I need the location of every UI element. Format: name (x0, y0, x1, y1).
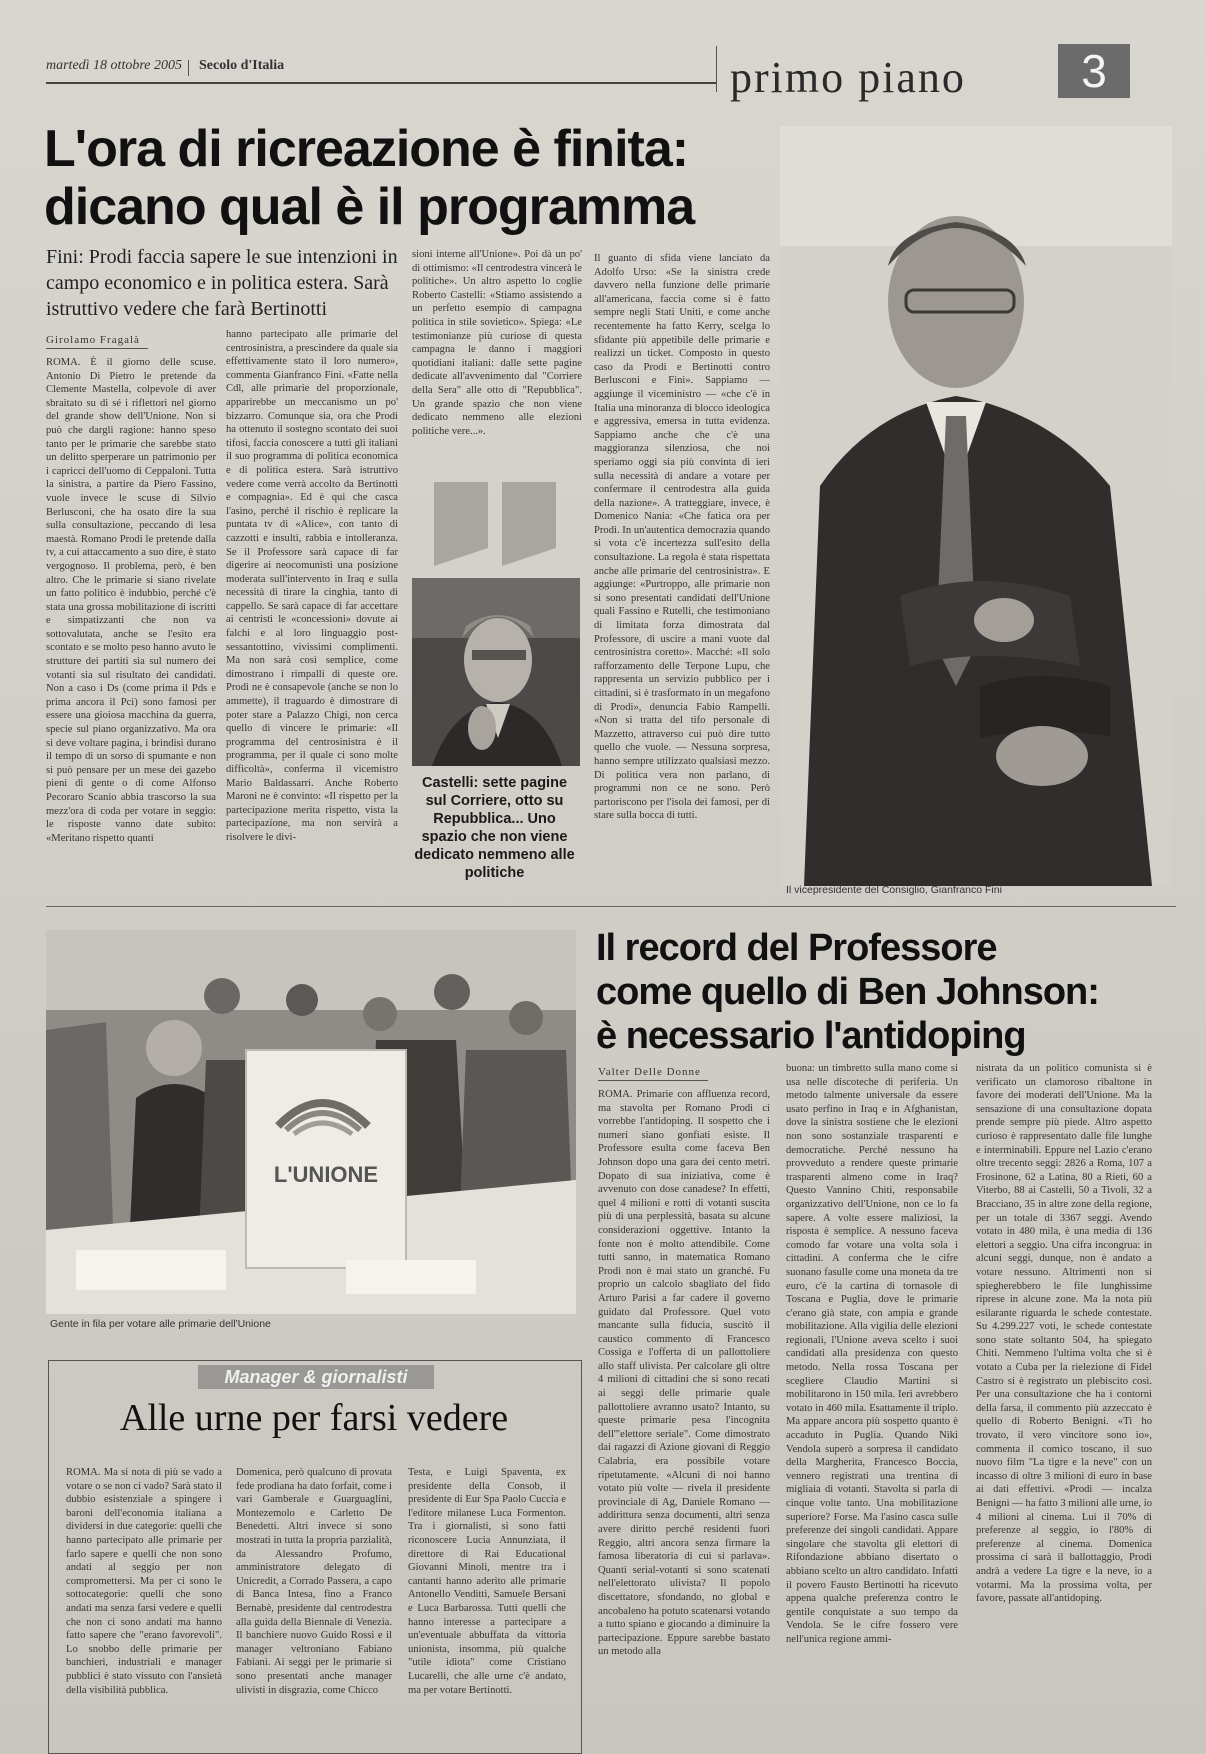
photo-castelli-image (412, 578, 580, 766)
article2-headline-line3: è necessario l'antidoping (596, 1015, 1026, 1057)
box-column-2-text: Domenica, però qualcuno di provata fede prodiana ha dato forfait, come i vari Gamberale e Guarguaglini, Montezemolo e Carletto De Benedetti. Altri invece si sono mostrati in tutta la propria parzialità, da Alessandro Profumo, amministratore delegato di Unicredit, a Corrado Passera, a capo di Banca Intesa, fino a Franco Bernabè, presidente dal centrodestra alla guida della Biennale di Venezia. Il banchiere nuovo Guido Rossi e il manager veltroniano Fabiano Fabiani. Ai seggi per le primarie si sono presentati anche manager ulivisti in disgrazia, come Chicco (236, 1467, 392, 1696)
section-rule (46, 906, 1176, 907)
article1-column-3 (412, 248, 582, 456)
photo-fini-caption: Il vicepresidente del Consiglio, Gianfranco Fini (786, 884, 1002, 896)
article1-headline-line2: dicano qual è il programma (44, 178, 695, 236)
article1-headline (44, 120, 764, 236)
article1-column-1-text: ROMA. È il giorno delle scuse. Antonio Di Pietro le pretende da Clemente Mastella, colpevole di aver sbraitato su di sé i riflettori nel giorno del grande show dell'Unione. Non si può che dargli ragione: hanno speso tanto per le primarie che sarebbe stato un delitto sperperare un patrimonio per i capricci dell'uomo di Ceppaloni. Tutta la sinistra, a partire da Piero Fassino, vuole invece le scuse di Silvio Berlusconi, che ha osato dire la sua sulla consultazione, peccando di lesa maestà. Romano Prodi le pretende dalla tv, a cui attaccamento a suo dire, è stato vergognoso. Il problema, però, è ben altro. Che le primarie si siano rivelate un fatto politico è indubbio, perché c'è stata una grossa mobilitazione di iscritti e simpatizzanti che non va sottovalutata, anche se l'esito era scontato e se molto peso hanno avuto le strutture dei partiti sia sul numero dei votanti sia sul risultato dei candidati. Non a caso i Ds (come prima il Pds e prima ancora il Pci) sono famosi per essere una gioiosa macchina da guerra, specie sul piano organizzativo. Ma ora si deve voltare pagina, i brindisi durano il tempo di un sorso di spumante e non si può pensare per un mese dei gazebo pieni di gente o di come Alfonso Pecoraro Scanio abbia trascorso la sua mezz'ora di coda per votare in seggio: le risposte vanno date subito: «Meritano rispetto quanti (46, 357, 216, 844)
quote-marks-graphic (432, 478, 562, 568)
photo-primarie-image (46, 930, 576, 1314)
box-column-3-text: Testa, e Luigi Spaventa, ex presidente della Consob, il presidente di Eur Spa Paolo Cuccia e l'editore milanese Luca Formenton. Tra i giornalisti, si sono fatti riconoscere Lucia Annunziata, il direttore di Rai Educational Giovanni Minoli, mentre tra i cantanti hanno aderito alle primarie Antonello Venditti, Samuele Bersani e Luca Barbarossa. Tutti quelli che hanno interesse a partecipare a un'eventuale abbuffata da vittoria unionista, insomma, più qualche "utile idiota" come Cristiano Lucarelli, che alle urne c'è andato, ma per votare Bertinotti. (408, 1467, 566, 1696)
photo-castelli (412, 578, 580, 766)
photo-primarie (46, 930, 576, 1314)
box-column-2 (236, 1466, 392, 1748)
box-kicker: Manager & giornalisti (198, 1365, 434, 1389)
box-column-3 (408, 1466, 566, 1748)
masthead-rule (46, 82, 716, 84)
pullquote: Castelli: sette pagine sul Corriere, otto su Repubblica... Uno spazio che non viene dedicato nemmeno alle politiche (414, 775, 575, 881)
box-column-1 (66, 1466, 222, 1748)
article2-column-1 (598, 1088, 770, 1748)
photo-fini (780, 126, 1172, 886)
issue-date: martedì 18 ottobre 2005 (46, 58, 182, 73)
article1-column-1 (46, 356, 216, 900)
photo-primarie-caption: Gente in fila per votare alle primarie dell'Unione (50, 1318, 271, 1330)
section-divider (716, 46, 717, 92)
article2-headline-line1: Il record del Professore (596, 927, 997, 969)
article1-column-4-text: Il guanto di sfida viene lanciato da Adolfo Urso: «Se la sinistra crede davvero nella funzione delle primarie all'americana, faccia come si è fatto sempre negli Stati Uniti, e come anche recentemente ha fatto Kerry, scelga lo sfidante più appetibile delle primarie e realizzi un ticket. Composto in questo caso da Prodi e Bertinotti contro Berlusconi e Fini». Sappiamo — aggiunge il viceministro — «che c'è in Italia una minoranza di blocco ideologica e aggressiva, emersa in tutta evidenza. Sappiamo anche che c'è una maggioranza silenziosa, che noi speriamo oggi sia più convinta di ieri sulla necessità di andare a votare per confermare il centrodestra alla guida della nazione». A tratteggiare, invece, è Domenico Nania: «Che fatica ora per Prodi. In un'autentica democrazia quando si vota c'è incertezza sull'esito della consultazione. La regola è stata rispettata anche alle primarie del centrosinistra». E aggiunge: «Purtroppo, alle primarie non si sono presentati candidati dell'Unione quali Fassino e Rutelli, che testimoniano di limitata forza dimostrata dal Professore, di uscire a mani vuote dal centrosinistra coretto». Macché: «Il solo rafforzamento delle Terpone Lupu, che rappresenta un servizio pubblico per i cittadini, si è trasformato in un megafono di Prodi», denuncia Fabio Rampelli. «Non si tratta del tifo personale di Mazzetto, attraverso cui può dire tutto quello che vuole. — Nessuna sorpresa, hanno sempre utilizzato qualsiasi mezzo. Di politica vera non parlano, di programmi non ce ne sono. Però partoriscono per l'isola dei famosi, per di stare sulla bocca di tutti. (594, 253, 770, 822)
article1-subhead: Fini: Prodi faccia sapere le sue intenzioni in campo economico e in politica estera. Sarà istruttivo vedere che farà Bertinotti (46, 246, 398, 320)
box-column-1-text: ROMA. Ma si nota di più se vado a votare o se non ci vado? Sarà stato il dubbio esistenziale a spingere i baroni dell'economia italiana a dividersi in due categorie: quelli che hanno partecipato alle primarie per farlo sapere e quelli che non sono andati al seggio per non compromettersi. Ma per ci sono le sottocategorie: quelli che sono andati ma senza farsi vedere e quelli che non ci sono andati ma hanno fatto sapere che "erano favorevoli". Lo snobbo delle primarie per banchieri, industriali e manager pubblici è stato vissuto con l'ansietà della visibilità pubblica. (66, 1467, 222, 1696)
article2-column-2-text: buona: un timbretto sulla mano come si usa nelle discoteche di periferia. Un metodo talmente universale da essere usato perfino in Iraq e in Afghanistan, dove la sinistra sostiene che le elezioni non sono sostanziale trasparenti e democratiche. Perché nessuno ha provveduto a rendere queste primarie trasparenti almeno come in Iraq? Questo Vannino Chiti, responsabile organizzativo dell'Unione, non ce lo fa sapere. A volte essere maliziosi, la risposta è semplice. A nessuno faceva comodo far votare una volta sola i cittadini. A conferma che le cifre suonano fasulle come una moneta da tre euro, c'è la cartina di tornasole di Toscana e Puglia, dove le primarie c'erano già state, con ampia e grande mobilitazione. Alla vigilia delle elezioni regionali, l'Unione aveva scelto i suoi candidati alla presidenza con questo metodo. Nella rossa Toscana per scegliere Claudio Martini si mobilitarono in 150 mila. Ieri avrebbero votato in 460 mila. Esattamente il triplo. Ma appare ancora più sospetto quanto è accaduto in Puglia. Quando Niki Vendola superò a sorpresa il candidato della Margherita, Francesco Boccia, vennero registrati una trentina di migliaia di votanti. Stavolta si parla di cinque volte tanto. Una mobilitazione superiore? Forse. Ma l'asino casca sulle preferenze dei singoli candidati. Appare singolare che stavolta gli elettori di Rifondazione abbiano disertato o abbiano scelto un altro candidato. Infatti il povero Fausto Bertinotti ha ricevuto appena qualche preferenza contro le gentile conquistate a suo tempo da Vendola. Se le cifre fossero vere nell'unica regione ammi- (786, 1063, 958, 1645)
article2-column-3-text: nistrata da un politico comunista si è verificato un clamoroso ribaltone in favore dei moderati dell'Unione. Ma la sensazione di una consultazione dopata prende sempre più piede. Altro aspetto curioso è rappresentato dalle file lunghe e interminabili. Eppure nel Lazio c'erano oltre trecento seggi: 2826 a Roma, 107 a Frosinone, 62 a Latina, 80 a Rieti, 60 a Viterbo, 88 ai Castelli, 50 a Tivoli, 32 a Bracciano, 35 in altre zone della regione, per un totale di 3367 seggi. Avendo votato in 480 mila, è una media di 136 elettori a seggio. Una cifra incongrua: in alcuni seggi, dunque, non è andato a votare nessuno. Altrimenti non si spiegherebbero le file lunghissime riprese in alcune zone. Ma la nota più esilarante riguarda le schede contestate. Su 4.299.227 voti, le schede contestate sono state soltanto 504, ha spiegato Chiti. Nemmeno l'ultima volta che si è votato a Cuba per la rielezione di Fidel Castro si è registrato un plebiscito così. Per una consultazione che ha i contorni della farsa, il commento più azzeccato è quello di Roberto Benigni. «Ti ho trovato, il vero vincitore sono io», commenta il comico toscano, il suo nuovo film "La tigre e la neve" con un incasso di oltre 3 milioni di euro in base ai dati effettivi. «Prodi — incalza Benigni — ha fatto 3 milioni alle urne, io 4 milioni al cinema. Lui il 70% di preferenze al seggio, io l'80% di preferenze al cinema. Domenica prossima ci sarà il ballottaggio, Prodi andrà a vedere La tigre e la neve, io a votarmi. Ma la prossima volta, per favore, passate all'antidoping. (976, 1063, 1152, 1605)
article2-headline-line2: come quello di Ben Johnson: (596, 971, 1099, 1013)
article1-column-2-text: hanno partecipato alle primarie del centrosinistra, a prescindere da quale sia effettivamente stato il loro numero», commenta Gianfranco Fini. «Fatte nella Cdl, alle primarie del proporzionale, apparirebbe un meccanismo un po' bizzarro. Comunque sia, ora che Prodi ha ottenuto il sostegno scontato dei suoi tifosi, faccia conoscere a tutti gli italiani il suo programma di politica economica e di politica estera. Sarà istruttivo vedere come verrà accolto da Bertinotti e compagnia». Ed è qui che casca l'asino, perché il rischio è replicare la puntata tv di «Alice», con tanto di cazzotti e insulti, rabbia e intolleranza. Se il Professore sarà capace di far digerire ai neocomunisti una posizione moderata sull'intervento in Iraq e sulla necessità di tirare la cinghia, tanto di cappello. Se sarà capace di far accettare ai centristi le «concessioni» dovute ai falchi e al loro linguaggio post-sessantottino, vivissimi complimenti. Ma non sarà così semplice, come dimostrano i rimpalli di queste ore. Prodi ne è consapevole (anche se non lo ammette), il traguardo è dimostrare di poter stare a Palazzo Chigi, non cerca quello di vincere le primarie: «Il programma del centrosinistra è il programma, per il quale ci sono molte difficoltà», conferma il vicemistro Mario Baldassarri. Anche Roberto Maroni ne è convinto: «Il rispetto per la partecipazione merita rispetto, vista la partecipazione, ma non servirà a risolvere le divi- (226, 329, 398, 843)
page-number: 3 (1058, 44, 1130, 98)
quote-mark-left (434, 482, 488, 566)
article1-column-2 (226, 328, 398, 900)
article2-column-2 (786, 1062, 958, 1748)
ballot-box-label: L'UNIONE (273, 1162, 379, 1187)
article2-column-1-text: ROMA. Primarie con affluenza record, ma stavolta per Romano Prodi ci vorrebbe l'antidoping. Il sospetto che i numeri siano gonfiati esiste. Il Professore esulta come faceva Ben Johnson dopo una gara dei cento metri. Dopato di sua iniziativa, come è avvenuto con dose canadese? In effetti, quel 4 milioni e rotti di votanti suscita più di una perplessità, basata su alcune considerazioni oggettive. Intanto la fonte non è molto attendibile. Come tutti sanno, in matematica Romano Prodi non è mai stato un granché. Fu proprio un calcolo sbagliato del fido Arturo Parisi a far cadere il governo guidato dal Professore. Quel voto mancante sulla fiducia, suscitò il caustico commento di Francesco Cossiga e l'offerta di un pallottoliere allo staff ulivista. Per calcolare gli oltre 4 milioni di cittadini che si sono recati ai seggi delle primarie quale pallottoliere avranno usato? Intanto, su queste primarie pesa l'incognita dell'"elettore seriale". Come dimostrato dai ragazzi di Azione giovani di Reggio Calabria, era possibile votare ripetutamente. «Alcuni di noi hanno votato più volte — rivela il presidente provinciale di Ag, Daniele Romano — addirittura senza documenti, altri senza avere diritto perché residenti fuori Reggio, altri ancora senza firmare la famosa liberatoria di cui si parlava». Quanti serial-votanti si sono scatenati nell'elettorato ulivista? Il popolo discettatore, sfondando, no global e ancobaleno ha potuto scatenarsi votando a tutto spiano e giocando a diminuire la partecipazione. Eppure sarebbe bastato un metodo alla (598, 1089, 770, 1658)
section-label: primo piano (730, 53, 966, 102)
article2-headline (596, 926, 1176, 1058)
article1-byline: Girolamo Fragalà (46, 334, 148, 349)
newspaper-name: Secolo d'Italia (199, 58, 285, 73)
article2-byline: Valter Delle Donne (598, 1066, 708, 1081)
article1-column-3-text: sioni interne all'Unione». Poi dà un po' di ottimismo: «Il centrodestra vincerà le politiche». Un altro aspetto lo coglie Roberto Castelli: «Stiamo assistendo a un perfetto esempio di campagna politica in stile sovietico». Spiega: «Le testimonianze più curiose di questa campagna le danno i maggiori quotidiani italiani: dalle sette pagine dedicate all'avvenimento dal "Corriere della Sera" alle otto di "Repubblica". Un grande spazio che non viene dedicato nemmeno alle elezioni politiche vere...». (412, 249, 582, 437)
photo-fini-image (780, 126, 1172, 886)
article1-headline-line1: L'ora di ricreazione è finita: (44, 120, 689, 178)
article1-column-4 (594, 252, 770, 900)
quote-mark-right (502, 482, 556, 566)
article2-column-3 (976, 1062, 1152, 1748)
masthead-separator (188, 60, 189, 76)
box-title: Alle urne per farsi vedere (119, 1397, 509, 1439)
